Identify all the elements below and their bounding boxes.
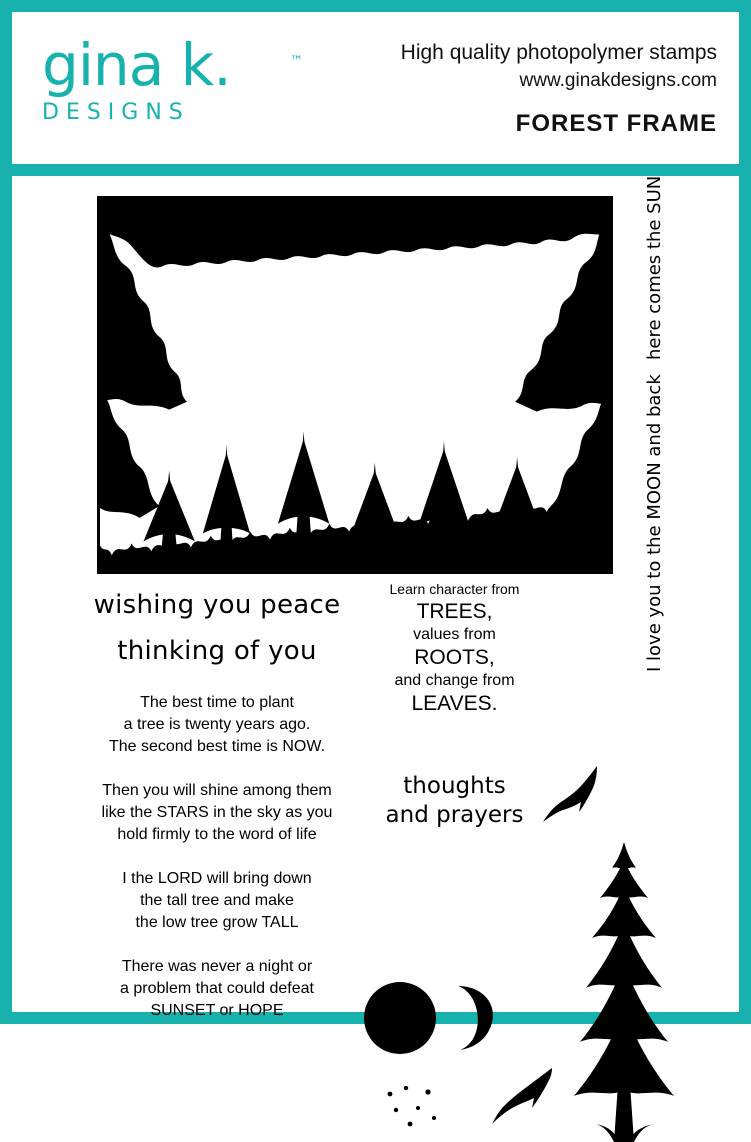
- forest-frame-stamp: [97, 196, 613, 574]
- quality-tagline: High quality photopolymer stamps: [400, 41, 717, 64]
- left-sentiment-column: [82, 582, 352, 1022]
- sentiment-line: I the LORD will bring down: [122, 870, 312, 887]
- packaging-inner: [12, 12, 739, 1019]
- sentiment-line: and change from: [394, 672, 515, 689]
- sentiment-thoughts-and-prayers: [362, 772, 547, 830]
- full-moon-icon: [364, 982, 436, 1054]
- stamp-set-title: FOREST FRAME: [515, 110, 717, 137]
- sentiment-line: thoughts: [403, 773, 506, 799]
- header-info: [401, 38, 717, 138]
- sentiment-line: like the STARS in the sky as you: [101, 804, 333, 821]
- sentiment-line: ROOTS,: [414, 646, 495, 669]
- sentiment-line: TREES,: [416, 600, 493, 623]
- sentiment-block-lord-tall-tree: [82, 868, 352, 934]
- sentiment-block-sunset-or-hope: [82, 956, 352, 1022]
- stars-cluster-icon: [384, 1086, 444, 1132]
- sentiment-line: LEAVES.: [411, 692, 498, 715]
- flying-bird-lower-icon: [490, 1064, 556, 1126]
- website-url: www.ginakdesigns.com: [519, 70, 717, 91]
- sentiment-line: the low tree grow TALL: [135, 914, 299, 931]
- header: [12, 12, 739, 164]
- sentiment-line: The second best time is NOW.: [108, 738, 326, 755]
- forest-frame-silhouette-icon: [100, 199, 610, 571]
- brand-name: gina k.: [42, 31, 231, 99]
- sentiment-line: Learn character from: [389, 581, 520, 597]
- sentiment-line: The best time to plant: [140, 694, 294, 711]
- sentiment-line: Then you will shine among them: [102, 782, 332, 799]
- sentiment-line: SUNSET or HOPE: [150, 1002, 284, 1019]
- crescent-moon-icon: [452, 984, 496, 1052]
- sentiment-block-plant-a-tree: [82, 692, 352, 758]
- sentiment-line: a problem that could defeat: [120, 980, 314, 997]
- sentiment-line: and prayers: [385, 802, 524, 828]
- brand-logo: [42, 31, 342, 125]
- sentiment-line: hold firmly to the word of life: [117, 826, 317, 843]
- brand-subtitle: DESIGNS: [42, 100, 190, 125]
- evergreen-tree-icon: [562, 842, 686, 1142]
- trademark-symbol: ™: [290, 54, 303, 69]
- sentiment-block-shine-among-them: [82, 780, 352, 846]
- sentiment-line: the tall tree and make: [140, 892, 294, 909]
- sentiment-line: values from: [413, 626, 496, 643]
- vertical-sentiment-moon: I love you to the MOON and back: [644, 374, 665, 672]
- sentiment-wishing-you-peace: wishing you peace: [93, 590, 341, 620]
- sentiment-line: There was never a night or: [121, 958, 313, 975]
- vertical-sentiment-sun: here comes the SUN: [644, 175, 665, 360]
- sentiment-line: a tree is twenty years ago.: [123, 716, 311, 733]
- flying-bird-upper-icon: [539, 764, 605, 826]
- stamp-sheet: [12, 164, 739, 1019]
- middle-sentiment-column: [362, 580, 547, 830]
- sentiment-thinking-of-you: thinking of you: [117, 636, 317, 666]
